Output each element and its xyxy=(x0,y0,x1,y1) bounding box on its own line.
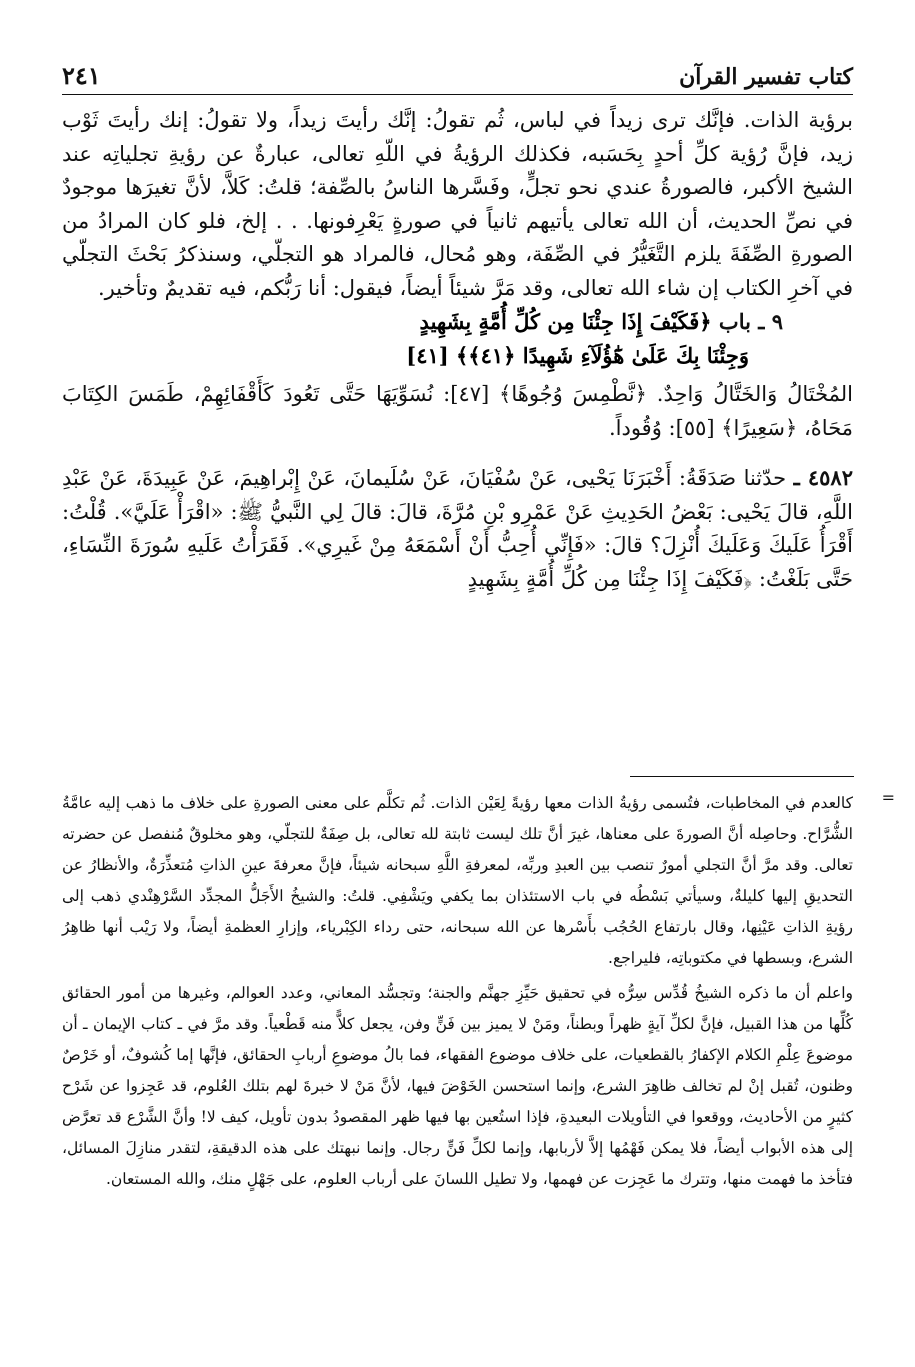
hadith-text: حدّثنا صَدَقَةُ: أَخْبَرَنَا يَحْيى، عَنْ سُفْيَانَ، عَنْ سُلَيمانَ، عَنْ إِبْراهِيمَ، عَنْ عَبِيدَةَ، عَنْ عَبْدِ اللَّهِ، قالَ يَحْيى: بَعْضُ الحَدِيثِ عَنْ عَمْرِو بْنِ مُرَّةَ، قالَ: قالَ لِي النَّبيُّ ﷺ: «اقْرَأْ عَلَيَّ». قُلْتُ: أَقْرَأُ عَلَيكَ وَعَلَيكَ أُنْزِلَ؟ قالَ: «فَإِنِّي أُحِبُّ أَنْ أَسْمَعَهُ مِنْ غَيرِي». فَقَرَأْتُ عَلَيهِ سُورَةَ النِّسَاءِ، حَتَّى بَلَغْتُ: ﴿فَكَيْفَ إِذَا جِئْنَا مِن كُلِّ أُمَّةٍ بِشَهِيدٍ xyxy=(62,466,853,591)
hadith-paragraph xyxy=(62,461,853,596)
commentary-paragraph: برؤية الذات. فإنَّك ترى زيداً في لباس، ثُم تقولُ: إنَّك رأيتَ زيداً، ولا تقولُ: إنك رأيتَ ثَوْب زيد، فإنَّ رُؤية كلِّ أحدٍ بِحَسَبه، فكذلك الرؤيةُ في اللّهِ تعالى، عبارةٌ عن رؤيةِ تجلياتِه عند الشيخ الأكبر، فالصورةُ عندي نحو تجلٍّ، وفَسَّرها الناسُ بالصِّفة؛ قلتُ: كَلاَّ، لأنَّ تغيرَها موجودٌ في نصِّ الحديث، أن الله تعالى يأتيهم ثانياً في صورةٍ يَعْرِفونها. . . إلخ، فلو كان المرادُ من الصورةِ الصِّفَةَ يلزم التَّغَيُّرُ في الصِّفَة، وهو مُحال، فالمراد هو التجلّي، وسنذكرُ بَحْثَ التجلّي في آخرِ الكتاب إن شاء الله تعالى، وقد مَرَّ شيئاً أيضاً، فيقول: أنا رَبُّكم، فيه تقديمٌ وتأخير. xyxy=(62,108,853,300)
running-header xyxy=(62,50,853,95)
hadith-number: ٤٥٨٢ ـ xyxy=(793,465,853,490)
vocabulary-paragraph: المُخْتَالُ وَالخَتَّالُ وَاحِدٌ. ﴿نَّطْمِسَ وُجُوهًا﴾ [٤٧]: نُسَوِّيَهَا حَتَّى تَعُودَ كَأَقْفَائِهِمْ، طَمَسَ الكِتَابَ مَحَاهُ، ﴿سَعِيرًا﴾ [٥٥]: وُقُوداً. xyxy=(62,382,853,440)
footnote-divider xyxy=(630,776,854,777)
footnote-paragraph: كالعدم في المخاطبات، فتُسمى رؤيةُ الذات معها رؤيةً لِعَيْن الذات. ثُم تكلَّم على معنى الصورةِ على خلاف ما ذهب إليه عامَّةُ الشُّرَّاح. وحاصِله أنَّ الصورةَ على معناها، غيرَ أنَّ تلك ليست ثابتة لله تعالى، بل صِفَةٌ للتجلّي، وهو مخلوقٌ مُنفصل عن حضرته تعالى. وقد مرَّ أنَّ التجلي أمورٌ تنصب بين العبدِ وربِّه، لمعرفةِ اللَّهِ سبحانه شيئاً، فإنَّ معرفةَ عينِ الذاتِ مُتعذِّرَةٌ، والأنظارُ عن التحديقِ إليها كليلةٌ، وسيأتي بَسْطُه في باب الاستئذان بما يكفي ويَشْفِي. قلتُ: والشيخُ الأَجَلُّ المجدِّد السَّرْهِنْدي ذهب إلى رؤيةِ الذاتِ عَيْنِها، وقال بارتفاع الحُجُب بأَسْرها عن الله سبحانه، حتى رداء الكِبْرياء، وإزارِ العظمةِ أيضاً، ولا رَيْب أنها ظاهِرُ الشرع، وبسطها في مكتوباتِه، فليراجع. xyxy=(62,794,853,967)
main-text xyxy=(62,104,853,596)
footnote-continuation-mark: = xyxy=(881,788,895,807)
footnotes xyxy=(62,788,895,1195)
footnote-paragraph: واعلم أن ما ذكره الشيخُ قُدِّس سِرُّه في تحقيق حَيِّزِ جهنَّم والجنة؛ وتجسُّد المعاني، وعدد العوالم، وغيرها من أمور الحقائق كُلِّها من هذا القبيل، فإنَّ لكلِّ آيةٍ ظهراً وبطناً، ومَنْ لا يميز بين فَنٍّ وفن، يجعل كلاًّ منه قَطْعياً. وقد مرَّ في ـ كتاب الإيمان ـ أن موضوعَ عِلْمِ الكلام الإكفارُ بالقطعيات، على خلاف موضوع الفقهاء، فما بالُ موضوعِ أربابِ الحقائق، فإنَّها إما كُشوفٌ، أو خَرْصٌ وظنون، تُقبل إنْ لم تخالف ظاهِرَ الشرع، وإنما استحسن الخَوْضَ فيها، لأنَّ مَنْ لا خبرةَ لهم بتلك العُلوم، قد عَجِزوا عن شَرْح كثيرٍ من الأحاديث، ووقعوا في التأويلات البعيدةِ، فإذا استُعين بها فيها ظهر المقصودُ بدون تأويل، كيف لا! وأنَّ الشَّرْع قد تعرَّض إلى هذه الأبواب أيضاً، فلا يمكن فَهْمُها إلاَّ لأربابها، وإنما لكلِّ فَنٍّ رجال. وإنما نبهتك على هذه الدقيقةِ، لتقدر منازِلَ المسائل، فتأخذ ما فهمت منها، وتترك ما عَجِزت عن فهمها، ولا تطيل اللسانَ على أرباب العلوم، على جَهْلٍ منك، والله المستعان. xyxy=(62,984,853,1188)
chapter-label: ٩ ـ باب xyxy=(718,309,783,334)
chapter-heading xyxy=(62,305,853,372)
book-title: كتاب تفسير القرآن xyxy=(679,64,853,90)
chapter-verse-line-1: ﴿فَكَيْفَ إِذَا جِئْنَا مِن كُلِّ أُمَّةٍ بِشَهِيدٍ xyxy=(419,309,712,334)
page-number: ٢٤١ xyxy=(62,61,101,90)
chapter-verse-line-2: وَجِئْنَا بِكَ عَلَىٰ هَٰٓؤُلَآءِ شَهِيدًا ﴿٤١﴾﴾ [٤١] xyxy=(406,342,749,368)
